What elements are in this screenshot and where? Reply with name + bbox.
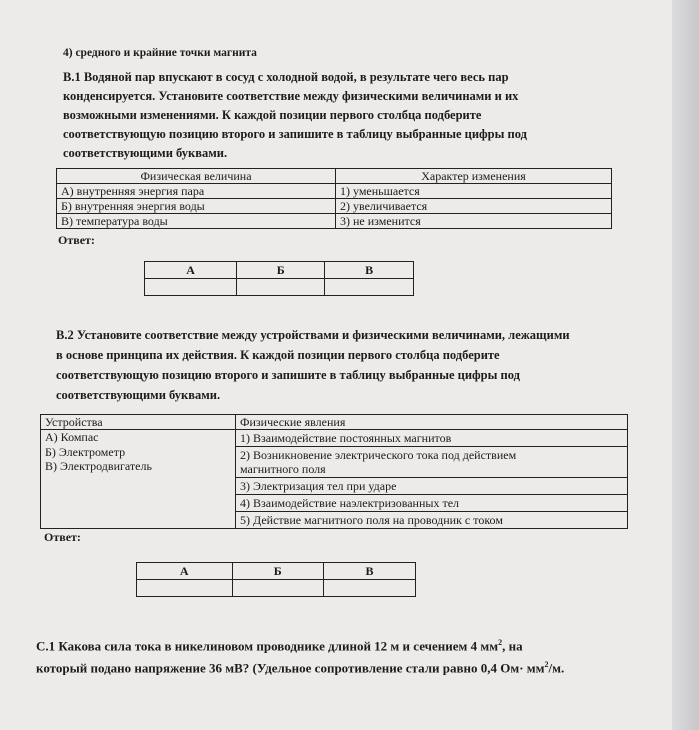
top-line: 4) средного и крайние точки магнита [63, 47, 257, 59]
c1-line-1 [36, 633, 523, 655]
b2-answer-label: Ответ: [44, 530, 81, 544]
b1-left-b: Б) внутренняя энергия воды [57, 199, 336, 214]
b2-answer-header-c: В [324, 563, 416, 580]
b2-left-b: Б) Электрометр [45, 444, 126, 459]
b2-answer-cell-b[interactable] [232, 580, 324, 597]
c1-line-1-text: С.1 Какова сила тока в никелиновом проводнике длиной 12 м и сечением 4 мм [36, 638, 499, 654]
b2-col2-header: Физические явления [236, 415, 628, 430]
b1-line-5: соответствующими буквами. [63, 146, 228, 160]
b1-answer-header-b: Б [237, 262, 325, 279]
b1-line-1: В.1 Водяной пар впускают в сосуд с холодной водой, в результате чего весь пар [63, 70, 509, 84]
c1-line-2-sup: 2 [544, 660, 549, 669]
b2-answer-header-a: А [137, 563, 233, 580]
b2-line-2: в основе принципа их действия. К каждой позиции первого столбца подберите [56, 348, 500, 362]
b2-answer-header-b: Б [232, 563, 324, 580]
b2-right-2-cont: магнитного поля [236, 462, 627, 478]
page-edge [672, 0, 699, 730]
b1-answer-header-c: В [325, 262, 414, 279]
b2-left-c: В) Электродвигатель [45, 459, 152, 473]
b1-right-3: 3) не изменится [336, 214, 612, 229]
b1-right-1: 1) уменьшается [336, 184, 612, 199]
b2-line-1: В.2 Установите соответствие между устройствами и физическими величинами, лежащими [56, 328, 570, 342]
c1-line-1-end: , на [502, 638, 523, 654]
b2-col1-header: Устройства [41, 415, 236, 430]
b1-answer-table [144, 261, 414, 296]
b1-answer-label: Ответ: [58, 233, 95, 247]
b1-left-c: В) температура воды [57, 214, 336, 229]
b2-right-1: 1) Взаимодействие постоянных магнитов [236, 430, 627, 447]
b1-left-a: А) внутренняя энергия пара [57, 184, 336, 199]
c1-line-1-sup: 2 [498, 638, 503, 647]
b1-answer-cell-a[interactable] [145, 279, 237, 296]
b1-right-2: 2) увеличивается [336, 199, 612, 214]
table-row [57, 184, 612, 199]
b1-answer-header-a: А [145, 262, 237, 279]
b2-answer-cell-a[interactable] [137, 580, 233, 597]
b2-line-3: соответствующую позицию второго и запишите в таблицу выбранные цифры под [56, 368, 520, 382]
b1-col1-header: Физическая величина [57, 169, 336, 184]
b2-line-4: соответствующими буквами. [56, 388, 221, 402]
c1-line-2 [36, 655, 564, 677]
b1-answer-cell-c[interactable] [325, 279, 414, 296]
table-row [57, 199, 612, 214]
b2-left-a: А) Компас [45, 430, 99, 444]
b1-answer-cell-b[interactable] [237, 279, 325, 296]
b2-right-3: 3) Электризация тел при ударе [236, 478, 627, 495]
b1-match-table [56, 168, 612, 229]
b2-right-5: 5) Действие магнитного поля на проводник с током [240, 513, 503, 527]
table-row [57, 214, 612, 229]
c1-line-2-text: который подано напряжение 36 мВ? (Удельное сопротивление стали равно 0,4 Ом· мм [36, 660, 545, 676]
b2-right-4: 4) Взаимодействие наэлектризованных тел [236, 495, 627, 512]
b2-right-2: 2) Возникновение электрического тока под действием [240, 448, 517, 462]
c1-line-2-end: /м. [548, 660, 565, 676]
b1-line-4: соответствующую позицию второго и запишите в таблицу выбранные цифры под [63, 127, 527, 141]
b2-answer-table [136, 562, 416, 597]
b2-match-table [40, 414, 628, 529]
b2-answer-cell-c[interactable] [324, 580, 416, 597]
b1-col2-header: Характер изменения [336, 169, 612, 184]
b1-line-3: возможными изменениями. К каждой позиции первого столбца подберите [63, 108, 482, 122]
b1-line-2: конденсируется. Установите соответствие между физическими величинами и их [63, 89, 519, 103]
